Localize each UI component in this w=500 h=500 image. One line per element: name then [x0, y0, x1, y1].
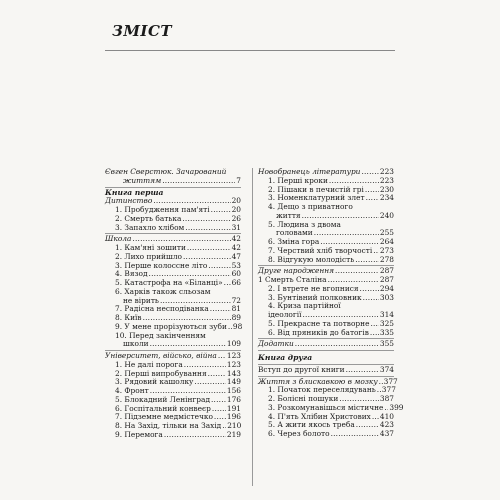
toc-entry: 2. Перші випробування ..... 143 — [105, 370, 241, 379]
toc-entry: 1. Пробудження пам'яті ..... 20 — [105, 206, 241, 215]
toc-entry: 2. Болісні пошуки ..... 387 — [258, 395, 394, 404]
toc-entry: 2. Пішаки в печистій грі ..... 230 — [258, 186, 394, 195]
toc-entry: 4. Криза партійної — [268, 301, 341, 311]
toc-entry: 4. Дещо з приватного — [268, 202, 353, 211]
toc-entry: головами ..... 255 — [258, 229, 394, 238]
toc-entry: життям ..... 7 — [105, 177, 241, 186]
toc-entry: 2. Смерть батька ..... 26 — [105, 215, 241, 224]
toc-entry: 1. Не далі порога ..... 123 — [105, 361, 241, 370]
section-heading: Новобранець літератури ..... 223 — [258, 168, 394, 177]
section-heading: Дитинство ..... 20 — [105, 197, 241, 206]
book-heading: Книга перша — [105, 187, 164, 197]
toc-entry: 3. Перше колоссне літо ..... 53 — [105, 262, 241, 271]
toc-entry: 9. Перемога ..... 219 — [105, 431, 241, 440]
toc-entry: 6. Через болото ..... 437 — [258, 430, 394, 439]
toc-entry: ідеології ..... 314 — [258, 311, 394, 320]
toc-entry: 6. Харків також сльозам — [115, 286, 211, 296]
toc-entry: 7. Підземне медмістечко ..... 196 — [105, 413, 241, 422]
section-heading: Школа ..... 42 — [105, 235, 241, 244]
toc-entry: 3. Номенклатурний злет ..... 234 — [258, 194, 394, 203]
column-divider — [252, 168, 253, 486]
section-heading: Додатки ..... 355 — [258, 340, 394, 349]
toc-entry: 3. Запахло хлібом ..... 31 — [105, 224, 241, 233]
toc-entry: 1. Кам'яні зошити ..... 42 — [105, 244, 241, 253]
book-heading: Книга друга — [258, 353, 313, 362]
toc-entry: школи ..... 109 — [105, 340, 241, 349]
section-heading: Університет, військо, війна ..... 123 — [105, 352, 241, 361]
title-rule — [105, 50, 395, 51]
toc-entry: 7. Радісна несподіванка ..... 81 — [105, 305, 241, 314]
toc-entry: 5. Блокадний Ленінград ..... 176 — [105, 396, 241, 405]
toc-entry: 10. Перед закінченням — [115, 330, 206, 340]
toc-entry: 4. Вязод ..... 60 — [105, 270, 241, 279]
toc-entry: 8. Відгукую молодість ..... 278 — [258, 256, 394, 265]
toc-entry: життя ..... 240 — [258, 212, 394, 221]
toc-entry: 1. Початок переселядувань ..... 377 — [258, 386, 394, 395]
toc-entry: 1 Смерть Сталіна ..... 287 — [258, 276, 394, 285]
toc-entry: 4. Фронт ..... 156 — [105, 387, 241, 396]
page-title: ЗМІСТ — [112, 22, 173, 40]
toc-entry: 6. Від пряників до батогів ..... 335 — [258, 329, 394, 338]
toc-left-column — [105, 168, 241, 440]
toc-intro: Євген Сверстюк. Зачарований — [105, 167, 227, 176]
toc-entry: 7. Черствий хліб творчості ..... 273 — [258, 247, 394, 256]
toc-entry: 3. Розкомунавішься містичне ..... 399 — [258, 404, 394, 413]
toc-entry: 9. У мене прорізуються зуби ..... 98 — [105, 323, 241, 332]
toc-entry: 2. Лихо прийшло ..... 47 — [105, 253, 241, 262]
toc-entry: 5. Людина з двома — [268, 219, 341, 229]
section-heading: Життя з блискавкою в мозку ..... 377 — [258, 378, 394, 387]
toc-entry: 5. Катастрофа на «Біланці» ..... 66 — [105, 279, 241, 288]
toc-right-column — [258, 167, 404, 439]
toc-entry: 3. Бунтівний полковник ..... 303 — [258, 294, 394, 303]
toc-entry: 1. Перші кроки ..... 223 — [258, 177, 394, 186]
toc-entry: 6. Зміна гора ..... 264 — [258, 238, 394, 247]
toc-entry: 6. Госпітальний конвеєр ..... 191 — [105, 405, 241, 414]
section-heading: Друге народження ..... 287 — [258, 267, 394, 276]
toc-entry: 2. І втрете не вгопнися ..... 294 — [258, 285, 394, 294]
toc-entry: 8. Київ ..... 89 — [105, 314, 241, 323]
toc-entry: 3. Рядовий кашолку ..... 149 — [105, 378, 241, 387]
toc-entry: 8. На Захід, тільки на Захід ..... 210 — [105, 422, 241, 431]
toc-entry: 5. Прекрасне та потворне ..... 325 — [258, 320, 394, 329]
toc-entry: Вступ до другої книги ..... 374 — [258, 366, 394, 375]
toc-entry: не вірить ..... 72 — [105, 297, 241, 306]
toc-entry: 5. А жити якось треба ..... 423 — [258, 421, 394, 430]
toc-entry: 4. П'ять Хлібин Христових ..... 410 — [258, 413, 394, 422]
